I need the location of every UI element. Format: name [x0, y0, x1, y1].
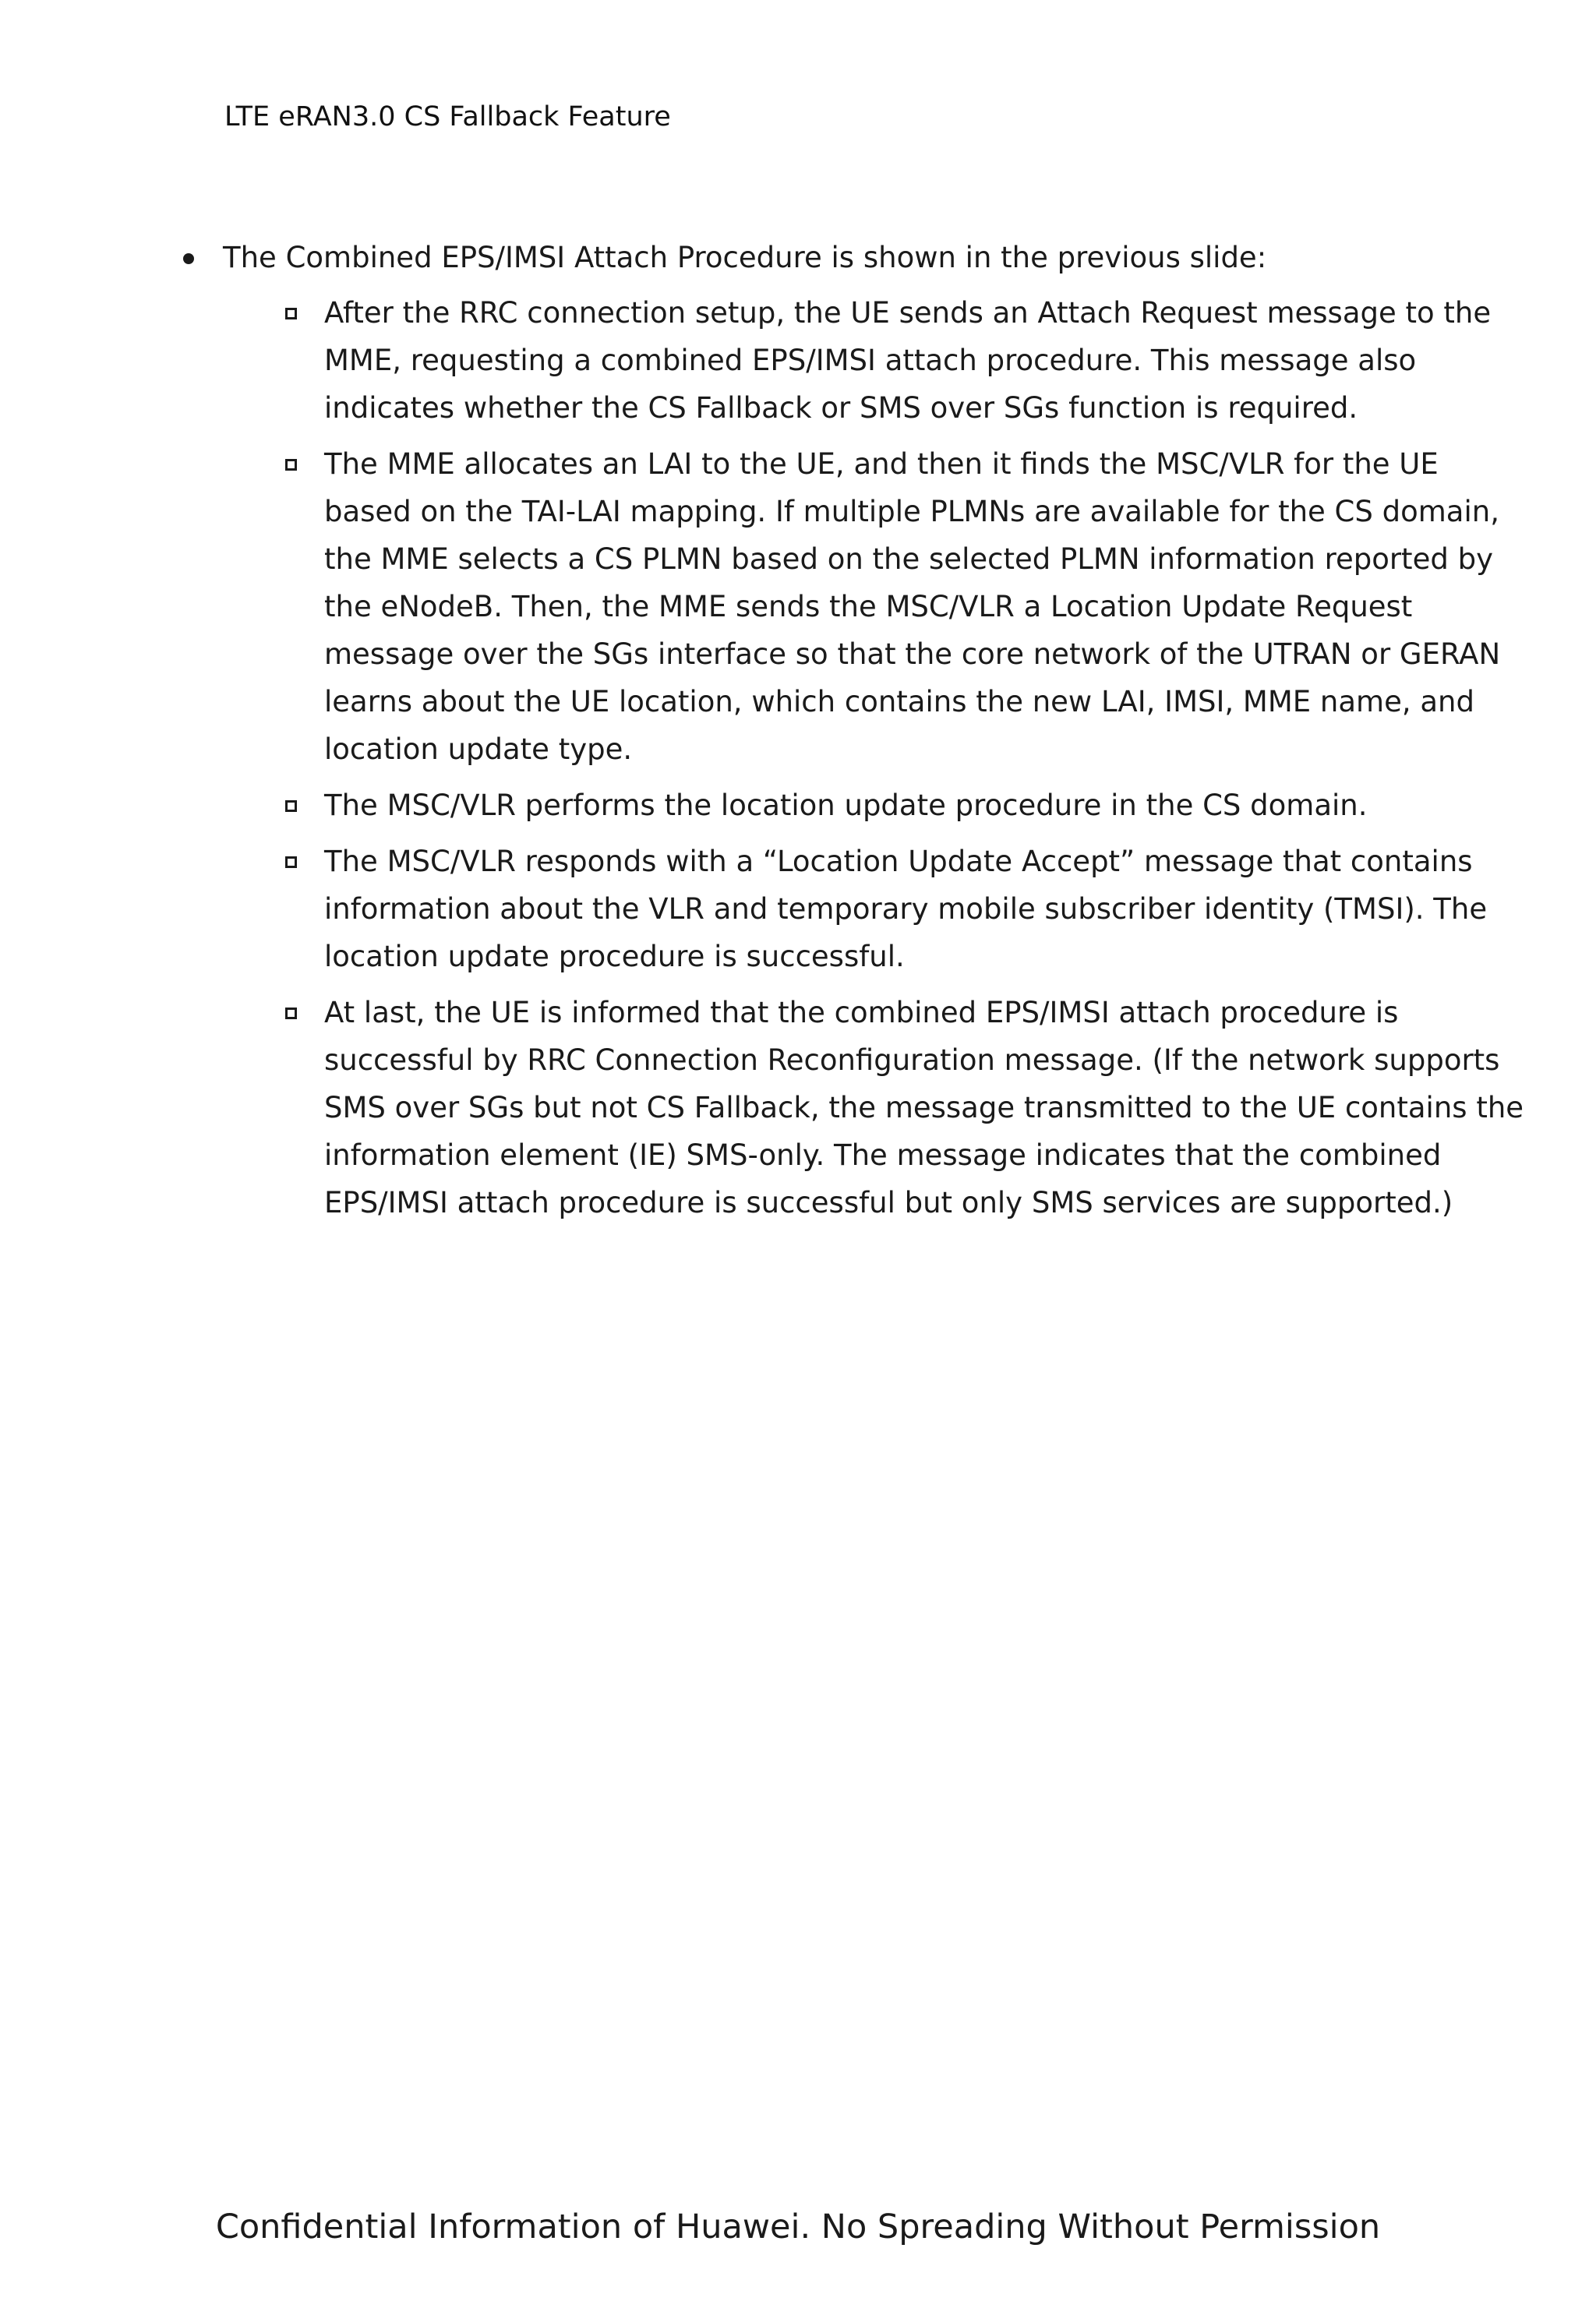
text-line: The MME allocates an LAI to the UE, and then it finds the MSC/VLR for the UE — [324, 447, 1439, 481]
sub-bullet-list — [0, 289, 1596, 1226]
square-bullet-icon — [285, 800, 297, 812]
main-bullet-text: The Combined EPS/IMSI Attach Procedure is shown in the previous slide: — [223, 241, 1267, 274]
text-line: location update procedure is successful. — [324, 940, 905, 973]
text-line: MME, requesting a combined EPS/IMSI attach procedure. This message also — [324, 344, 1417, 377]
text-line: After the RRC connection setup, the UE sends an Attach Request message to the — [324, 296, 1492, 330]
main-bullet-item — [223, 234, 1596, 281]
text-line: information about the VLR and temporary mobile subscriber identity (TMSI). The — [324, 892, 1488, 926]
text-line: based on the TAI-LAI mapping. If multiple PLMNs are available for the CS domain, — [324, 495, 1499, 528]
document-body — [0, 234, 1596, 1235]
text-line: the MME selects a CS PLMN based on the selected PLMN information reported by — [324, 542, 1493, 576]
square-bullet-icon — [285, 856, 297, 868]
text-line: message over the SGs interface so that the core network of the UTRAN or GERAN — [324, 637, 1501, 671]
square-bullet-icon — [285, 308, 297, 319]
text-line: EPS/IMSI attach procedure is successful but only SMS services are supported.) — [324, 1186, 1453, 1219]
sub-bullet-item-5 — [324, 989, 1524, 1226]
text-line: the eNodeB. Then, the MME sends the MSC/VLR a Location Update Request — [324, 590, 1413, 623]
text-line: location update type. — [324, 732, 633, 766]
text-line: The MSC/VLR performs the location update procedure in the CS domain. — [324, 789, 1368, 822]
confidentiality-footer: Confidential Information of Huawei. No Spreading Without Permission — [215, 2207, 1381, 2246]
sub-bullet-item-2 — [324, 440, 1501, 773]
sub-bullet-item-4 — [324, 838, 1488, 980]
square-bullet-icon — [285, 459, 297, 471]
text-line: SMS over SGs but not CS Fallback, the message transmitted to the UE contains the — [324, 1091, 1524, 1124]
text-line: indicates whether the CS Fallback or SMS over SGs function is required. — [324, 391, 1358, 425]
page-header: LTE eRAN3.0 CS Fallback Feature — [224, 101, 671, 132]
text-line: The MSC/VLR responds with a “Location Update Accept” message that contains — [324, 845, 1473, 878]
square-bullet-icon — [285, 1008, 297, 1019]
sub-bullet-item-3 — [324, 782, 1423, 829]
text-line: At last, the UE is informed that the combined EPS/IMSI attach procedure is — [324, 996, 1399, 1029]
text-line: information element (IE) SMS-only. The message indicates that the combined — [324, 1138, 1442, 1172]
text-line: successful by RRC Connection Reconfiguration message. (If the network supports — [324, 1043, 1500, 1077]
round-bullet-icon — [183, 253, 194, 264]
text-line: learns about the UE location, which contains the new LAI, IMSI, MME name, and — [324, 685, 1474, 718]
sub-bullet-item-1 — [324, 289, 1492, 432]
